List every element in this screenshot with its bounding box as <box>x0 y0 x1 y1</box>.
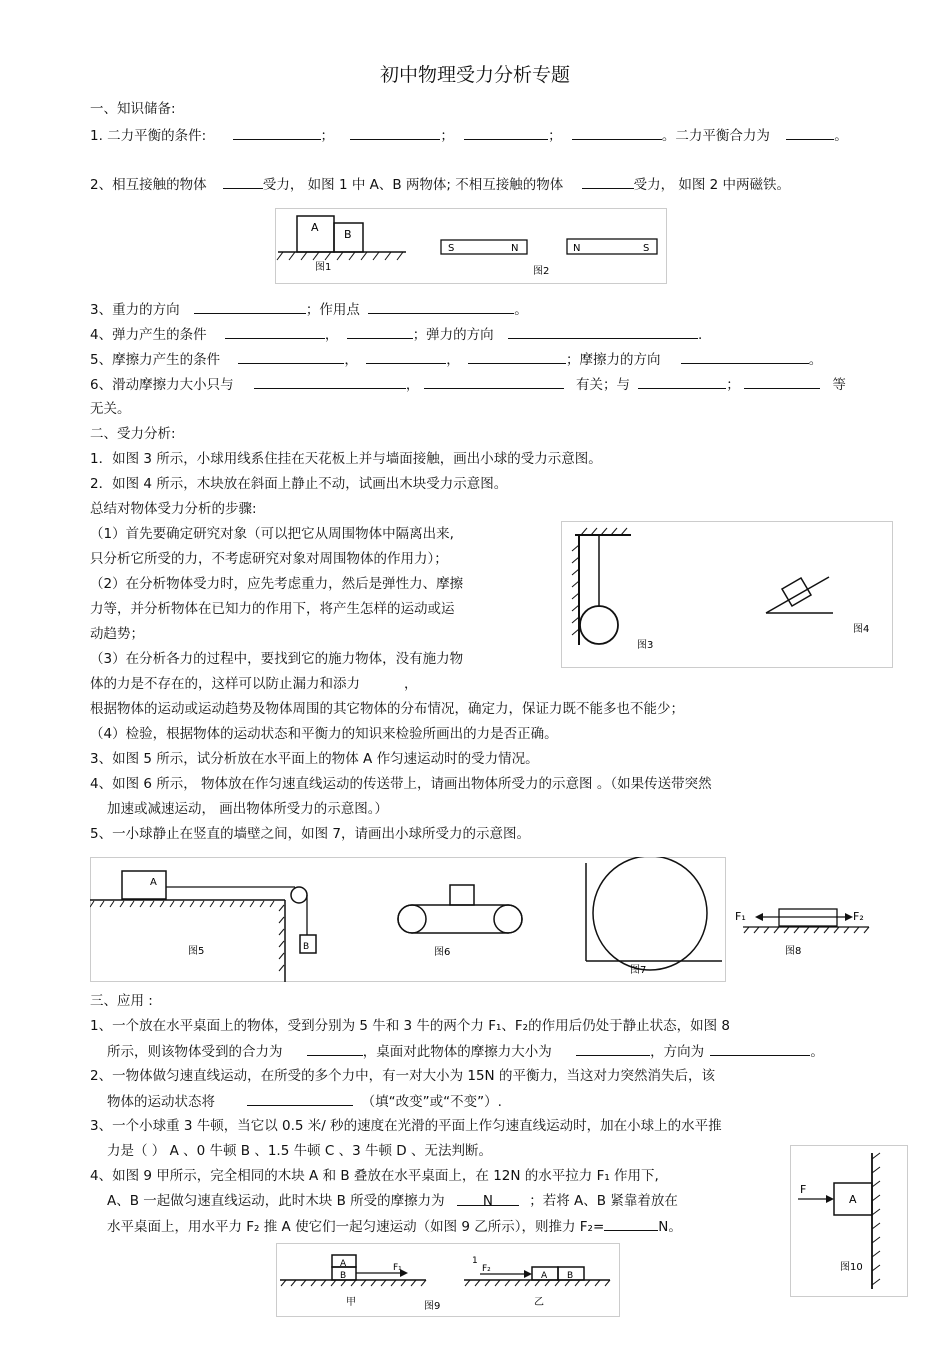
block-a <box>122 871 166 899</box>
step-1a: （1）首先要确定研究对象（可以把它从周围物体中隔离出来, <box>90 526 454 542</box>
application-4c: 水平桌面上，用水平力 F₂ 推 A 使它们一起匀速运动（如图 9 乙所示），则推力 F₂= N。 <box>107 1219 682 1235</box>
section1-heading: 一、知识储备: <box>90 101 176 117</box>
fig9-yi-label: 乙 <box>534 1297 544 1308</box>
answer-blank[interactable]: N <box>457 1192 519 1206</box>
block-a-label: A <box>311 221 319 234</box>
figure-3-label: 图3 <box>637 640 654 651</box>
question-6: 6、滑动摩擦力大小只与 ， 有关；与 ； 等 <box>90 377 846 393</box>
fig9-a2-label: A <box>541 1271 548 1281</box>
fig9-b2-label: B <box>567 1271 574 1281</box>
application-1a: 1、一个放在水平桌面上的物体，受到分别为 5 牛和 3 牛的两个力 F₁、F₂的作用后仍处于静止状态，如图 8 <box>90 1018 730 1034</box>
blank[interactable] <box>424 375 564 389</box>
blank[interactable] <box>582 175 634 189</box>
ball <box>593 857 707 970</box>
figure-6-label: 图6 <box>434 947 451 958</box>
figure-2-label: 图2 <box>533 266 550 277</box>
blank[interactable] <box>350 126 440 140</box>
figure-9-label: 图9 <box>424 1301 441 1312</box>
section2-q3: 3、如图 5 所示，试分析放在水平面上的物体 A 作匀速运动时的受力情况。 <box>90 751 539 767</box>
ball <box>580 606 618 644</box>
application-3b: 力是（ ） A 、0 牛顿 B 、1.5 牛顿 C 、3 牛顿 D 、无法判断。 <box>107 1143 492 1159</box>
figure-7-label: 图7 <box>630 965 647 976</box>
application-3a: 3、一个小球重 3 牛顿，当它以 0.5 米/ 秒的速度在光滑的平面上作匀速直线运动时，加在小球上的水平推 <box>90 1118 722 1134</box>
blank[interactable] <box>347 325 413 339</box>
figure-4-label: 图4 <box>853 624 870 635</box>
question-3: 3、重力的方向 ；作用点 。 <box>90 302 528 318</box>
f1-label: F₁ <box>735 910 746 923</box>
blank[interactable] <box>464 126 548 140</box>
magnet-right-s: S <box>643 243 650 254</box>
fig5-block-label: A <box>150 877 157 888</box>
blank[interactable] <box>786 126 834 140</box>
figure-8 <box>735 902 879 964</box>
application-2a: 2、一物体做匀速直线运动，在所受的多个力中，有一对大小为 15N 的平衡力，当这对力突然消失后，该 <box>90 1068 715 1084</box>
question-6-end: 无关。 <box>90 401 131 417</box>
figure-1-label: 图1 <box>315 262 332 273</box>
blank[interactable] <box>223 175 263 189</box>
question-1: 1. 二力平衡的条件: ； ； ； 。二力平衡合力为 。 <box>90 128 848 144</box>
blank[interactable] <box>254 375 406 389</box>
question-2: 2、相互接触的物体 受力， 如图 1 中 A、B 两物体; 不相互接触的物体 受力， 如图 2 中两磁铁。 <box>90 177 791 193</box>
question-4: 4、弹力产生的条件 ， ；弹力的方向 . <box>90 327 703 343</box>
step-2b: 力等，并分析物体在已知力的作用下，将产生怎样的运动或运 <box>90 601 455 617</box>
fig9-a-label: A <box>340 1259 347 1269</box>
step-4: （4）检验，根据物体的运动状态和平衡力的知识来检验所画出的力是否正确。 <box>90 726 558 742</box>
blank[interactable] <box>572 126 662 140</box>
figure-5-label: 图5 <box>188 946 205 957</box>
figure-3-4 <box>561 521 893 668</box>
figure-10-label: 图10 <box>840 1262 863 1273</box>
blank[interactable] <box>576 1042 650 1056</box>
section2-q4b: 加速或减速运动， 画出物体所受力的示意图。） <box>107 801 389 817</box>
page-title: 初中物理受力分析专题 <box>379 64 570 86</box>
blank[interactable] <box>307 1042 363 1056</box>
blank[interactable] <box>247 1092 353 1106</box>
blank[interactable] <box>233 126 321 140</box>
incline <box>766 577 829 613</box>
fig10-f-label: F <box>800 1183 807 1196</box>
fig9-jia-label: 甲 <box>346 1297 356 1308</box>
section2-q4a: 4、如图 6 所示， 物体放在作匀速直线运动的传送带上，请画出物体所受力的示意图 。（如果传送带突然 <box>90 776 712 792</box>
blank[interactable] <box>194 300 306 314</box>
figure-9 <box>276 1243 620 1317</box>
application-4b: A、B 一起做匀速直线运动，此时木块 B 所受的摩擦力为 N ；若将 A、B 紧靠着放在 <box>107 1193 678 1209</box>
fig9-one-label: 1 <box>472 1256 478 1266</box>
blank[interactable] <box>681 350 809 364</box>
blank[interactable] <box>238 350 344 364</box>
application-4a: 4、如图 9 甲所示，完全相同的木块 A 和 B 叠放在水平桌面上，在 12N 的水平拉力 F₁ 作用下, <box>90 1168 659 1184</box>
blank[interactable] <box>604 1217 658 1231</box>
blank[interactable] <box>638 375 726 389</box>
magnet-left-n: N <box>511 243 519 254</box>
blank[interactable] <box>468 350 566 364</box>
blank[interactable] <box>225 325 325 339</box>
section2-p3: 总结对物体受力分析的步骤: <box>90 501 257 517</box>
question-5: 5、摩擦力产生的条件 ， ， ；摩擦力的方向 。 <box>90 352 823 368</box>
fig9-b-label: B <box>340 1271 347 1281</box>
figure-10 <box>790 1145 908 1297</box>
figure-1-2 <box>275 208 667 284</box>
fig5-weight-label: B <box>303 942 310 952</box>
section2-p1: 1．如图 3 所示，小球用线系住挂在天花板上并与墙面接触，画出小球的受力示意图。 <box>90 451 602 467</box>
magnet-right-n: N <box>573 243 581 254</box>
figure-5-6-7 <box>90 857 726 982</box>
fig9-f1-label: F₁ <box>393 1263 402 1273</box>
section2-heading: 二、受力分析: <box>90 426 176 442</box>
step-1b: 只分析它所受的力，不考虑研究对象对周围物体的作用力）； <box>90 551 448 567</box>
application-2b: 物体的运动状态将 （填“改变”或“不变”）. <box>107 1094 502 1110</box>
blank[interactable] <box>744 375 820 389</box>
application-1b: 所示，则该物体受到的合力为 ，桌面对此物体的摩擦力大小为 ，方向为 。 <box>107 1044 824 1060</box>
blank[interactable] <box>710 1042 810 1056</box>
section2-p2: 2．如图 4 所示，木块放在斜面上静止不动，试画出木块受力示意图。 <box>90 476 508 492</box>
blank[interactable] <box>368 300 514 314</box>
step-2a: （2）在分析物体受力时，应先考虑重力，然后是弹性力、摩擦 <box>90 576 464 592</box>
blank[interactable] <box>366 350 446 364</box>
conveyor-belt <box>398 905 522 933</box>
figure-8-label: 图8 <box>785 946 802 957</box>
pulley <box>291 887 307 903</box>
step-3a: （3）在分析各力的过程中，要找到它的施力物体，没有施力物 <box>90 651 464 667</box>
step-3b: 体的力是不存在的，这样可以防止漏力和添力 ， <box>90 676 418 692</box>
fig10-a-label: A <box>849 1193 857 1206</box>
blank[interactable] <box>508 325 698 339</box>
magnet-left-s: S <box>448 243 455 254</box>
belt-object <box>450 885 474 905</box>
f2-label: F₂ <box>853 910 864 923</box>
section3-heading: 三、应用 : <box>90 993 153 1009</box>
step-2c: 动趋势； <box>90 626 144 642</box>
fig9-f2-label: F₂ <box>482 1264 491 1274</box>
section2-q5: 5、一小球静止在竖直的墙壁之间，如图 7，请画出小球所受力的示意图。 <box>90 826 530 842</box>
block-b-label: B <box>344 228 352 241</box>
step-3c: 根据物体的运动或运动趋势及物体周围的其它物体的分布情况，确定力，保证力既不能多也不能少； <box>90 701 684 717</box>
